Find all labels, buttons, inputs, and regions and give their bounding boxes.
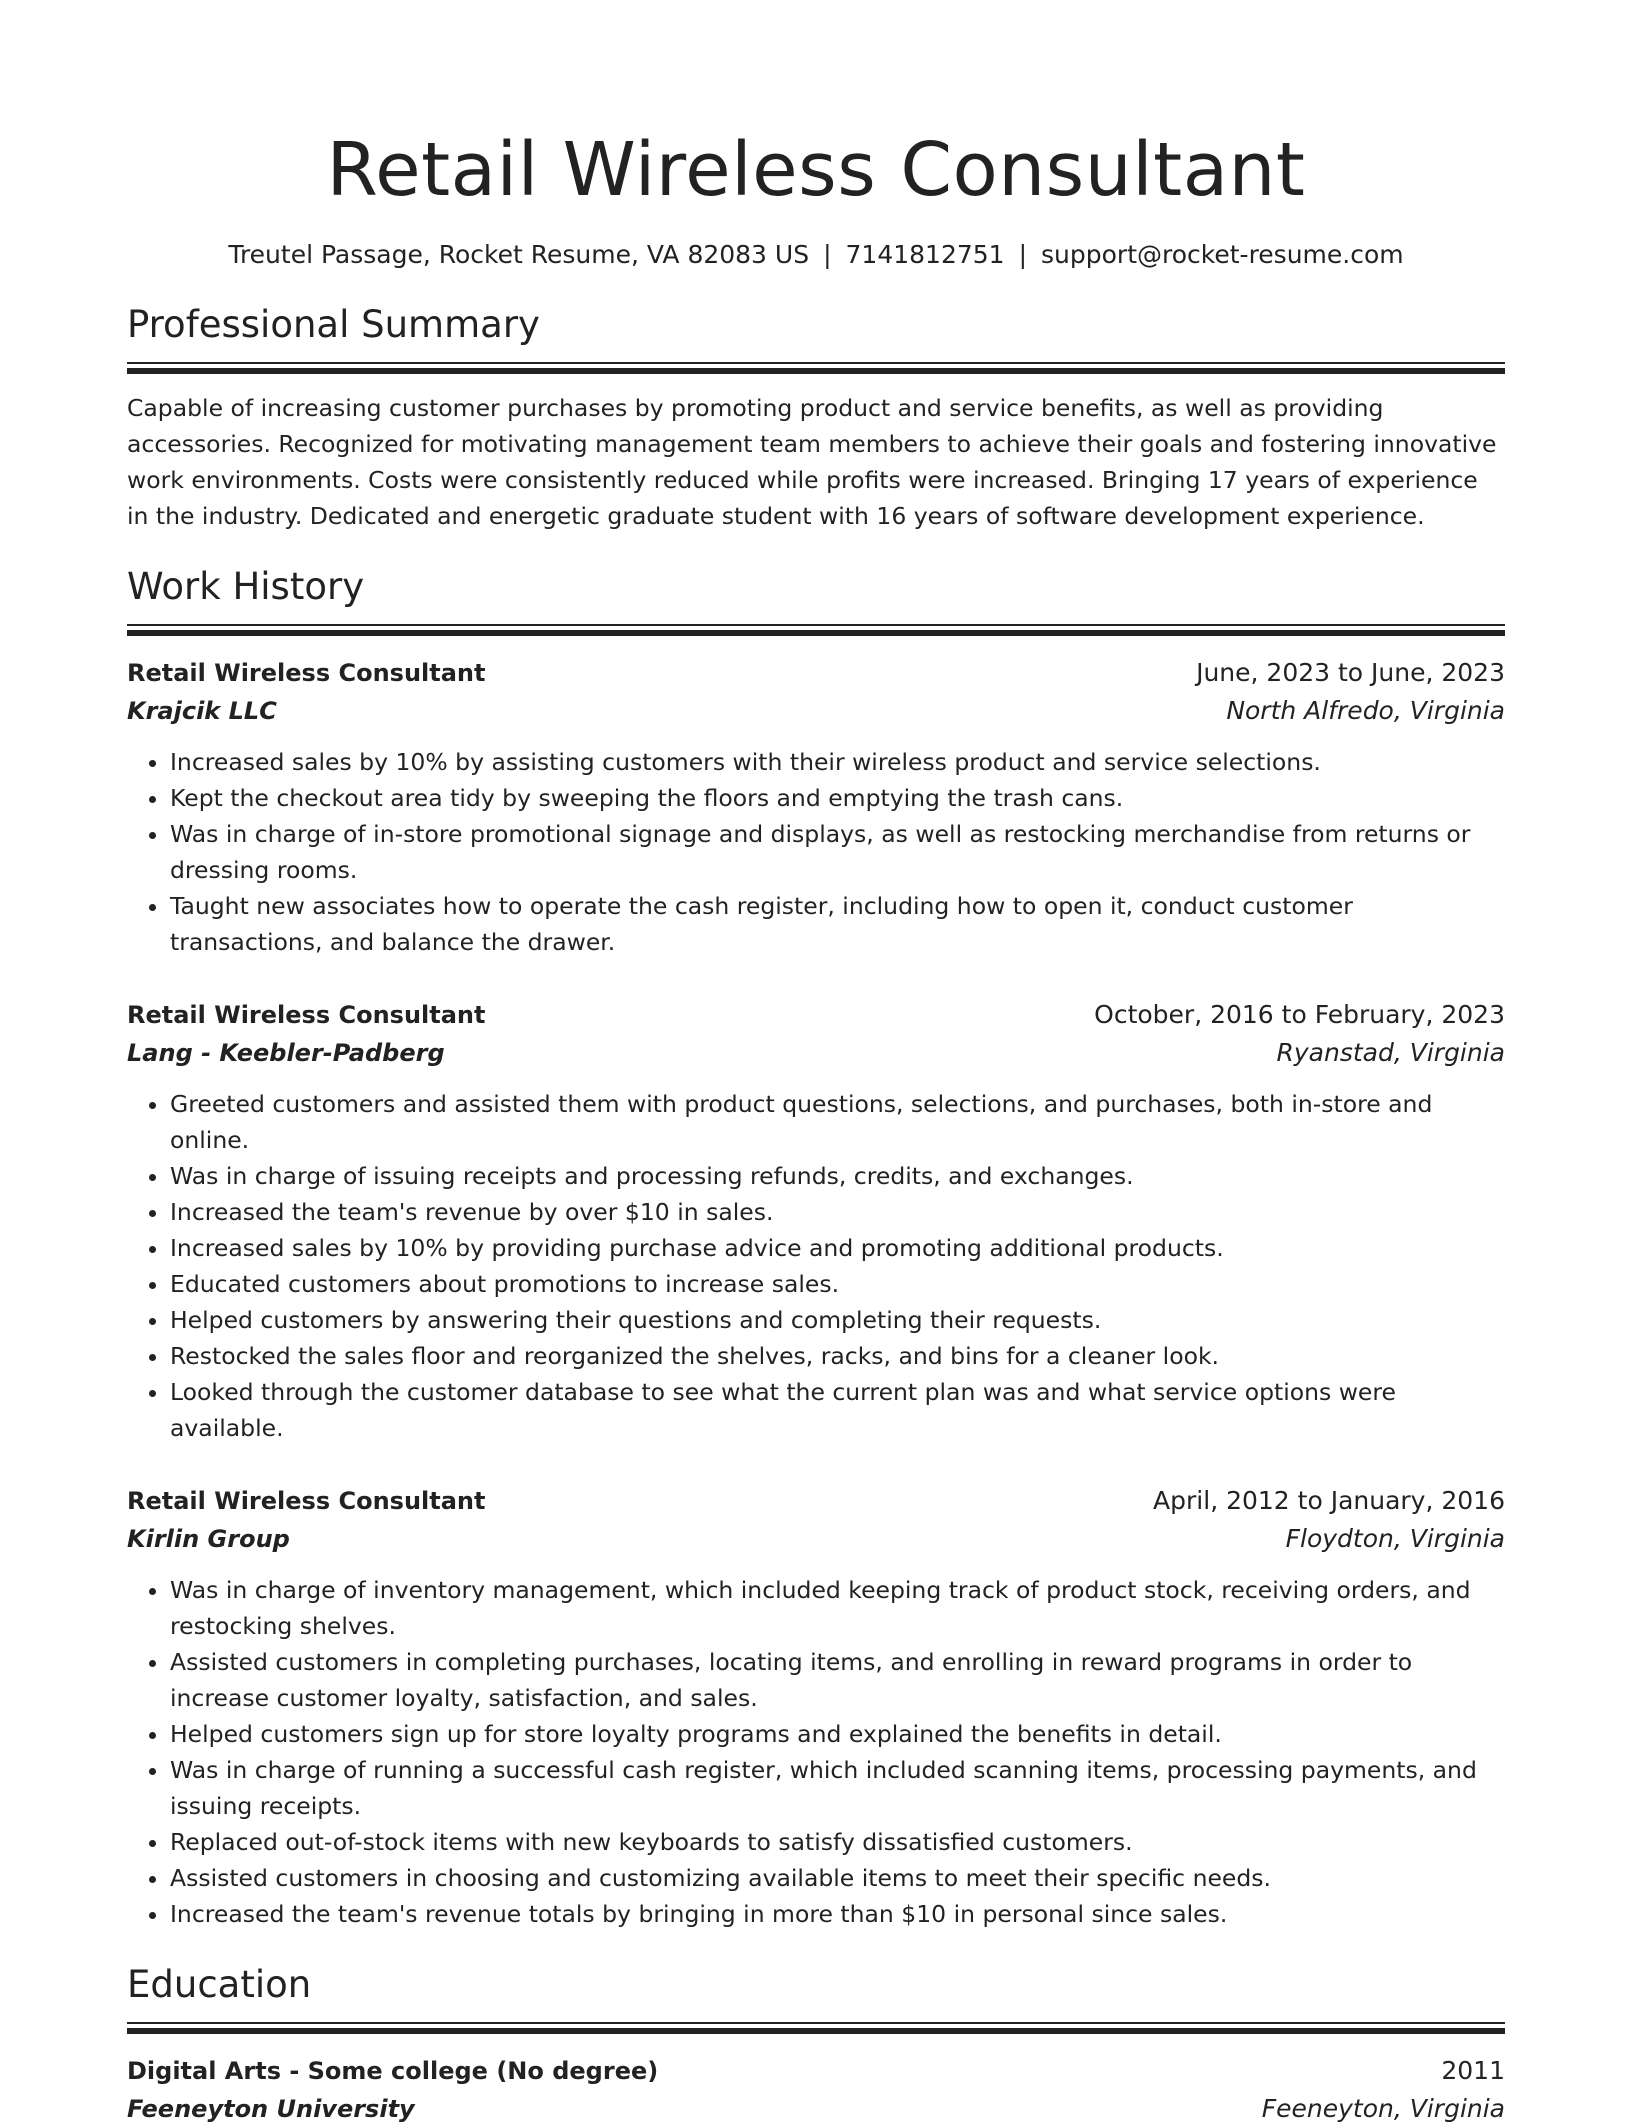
list-item: • Restocked the sales floor and reorganized the shelves, racks, and bins for a cleaner look.	[170, 1338, 1505, 1374]
job-dates: April, 2012 to January, 2016	[1153, 1486, 1505, 1515]
section-divider	[127, 624, 1505, 636]
contact-separator: |	[1018, 240, 1028, 269]
list-item: • Taught new associates how to operate the cash register, including how to open it, conduct customer transactions, and balance the drawer.	[170, 888, 1505, 960]
list-item: • Was in charge of inventory management, which included keeping track of product stock, receiving orders, and restocking shelves.	[170, 1572, 1505, 1644]
contact-separator: |	[823, 240, 832, 269]
contact-email: support@rocket-resume.com	[1041, 240, 1404, 269]
job-company: Krajcik LLC	[127, 697, 277, 725]
list-item: • Greeted customers and assisted them with product questions, selections, and purchases, both in-store and online.	[170, 1086, 1505, 1158]
list-item: • Replaced out-of-stock items with new keyboards to satisfy dissatisfied customers.	[170, 1824, 1505, 1860]
section-divider	[127, 2022, 1505, 2034]
list-item: • Helped customers by answering their questions and completing their requests.	[170, 1302, 1505, 1338]
job-dates: June, 2023 to June, 2023	[1196, 658, 1505, 687]
job-company: Kirlin Group	[127, 1525, 290, 1553]
job-location: Floydton, Virginia	[1285, 1524, 1505, 1553]
section-title-education: Education	[127, 1963, 312, 2006]
list-item: • Was in charge of issuing receipts and processing refunds, credits, and exchanges.	[170, 1158, 1505, 1194]
job-bullets	[127, 744, 1505, 960]
job-bullets	[127, 1086, 1505, 1446]
job-bullets	[127, 1572, 1505, 1932]
list-item: • Assisted customers in choosing and customizing available items to meet their specific needs.	[170, 1860, 1505, 1896]
section-title-work-history: Work History	[127, 565, 365, 608]
job-dates: October, 2016 to February, 2023	[1094, 1000, 1505, 1029]
list-item: • Helped customers sign up for store loyalty programs and explained the benefits in detail.	[170, 1716, 1505, 1752]
education-entry	[127, 2052, 1505, 2128]
education-location: Feeneyton, Virginia	[1261, 2094, 1505, 2123]
education-school: Feeneyton University	[127, 2095, 415, 2123]
job-role: Retail Wireless Consultant	[127, 1487, 486, 1515]
section-divider	[127, 362, 1505, 374]
job-entry	[127, 996, 1505, 1446]
list-item: • Assisted customers in completing purchases, locating items, and enrolling in reward programs in order to increase customer loyalty, satisfaction, and sales.	[170, 1644, 1505, 1716]
list-item: • Increased sales by 10% by providing purchase advice and promoting additional products.	[170, 1230, 1505, 1266]
job-entry	[127, 1482, 1505, 1932]
contact-line	[127, 238, 1505, 272]
section-title-summary: Professional Summary	[127, 303, 540, 346]
list-item: • Increased the team's revenue totals by bringing in more than $10 in personal since sales.	[170, 1896, 1505, 1932]
job-company: Lang - Keebler-Padberg	[127, 1039, 445, 1067]
list-item: • Was in charge of running a successful cash register, which included scanning items, processing payments, and issuing receipts.	[170, 1752, 1505, 1824]
list-item: • Educated customers about promotions to increase sales.	[170, 1266, 1505, 1302]
list-item: • Increased sales by 10% by assisting customers with their wireless product and service selections.	[170, 744, 1505, 780]
list-item: • Was in charge of in-store promotional signage and displays, as well as restocking merchandise from returns or dressing rooms.	[170, 816, 1505, 888]
list-item: • Increased the team's revenue by over $10 in sales.	[170, 1194, 1505, 1230]
contact-phone: 7141812751	[845, 240, 1005, 269]
work-history-section	[127, 562, 1505, 1932]
job-location: Ryanstad, Virginia	[1276, 1038, 1505, 1067]
education-degree: Digital Arts - Some college (No degree)	[127, 2057, 659, 2085]
summary-section	[127, 300, 1505, 534]
job-role: Retail Wireless Consultant	[127, 1001, 486, 1029]
job-role: Retail Wireless Consultant	[127, 659, 486, 687]
contact-address: Treutel Passage, Rocket Resume, VA 82083 US	[228, 240, 810, 269]
education-year: 2011	[1441, 2056, 1505, 2085]
resume-name: Retail Wireless Consultant	[326, 127, 1306, 213]
job-entry	[127, 654, 1505, 960]
list-item: • Kept the checkout area tidy by sweeping the floors and emptying the trash cans.	[170, 780, 1505, 816]
education-section	[127, 1960, 1505, 2128]
summary-text: Capable of increasing customer purchases by promoting product and service benefits, as well as providing accessories. Recognized for motivating management team members to achieve their goals and fostering innovative work environments. Costs were consistently reduced while profits were increased. Bringing 17 years of experience in the industry. Dedicated and energetic graduate student with 16 years of software development experience.	[127, 394, 1497, 530]
list-item: • Looked through the customer database to see what the current plan was and what service options were available.	[170, 1374, 1505, 1446]
job-location: North Alfredo, Virginia	[1226, 696, 1505, 725]
